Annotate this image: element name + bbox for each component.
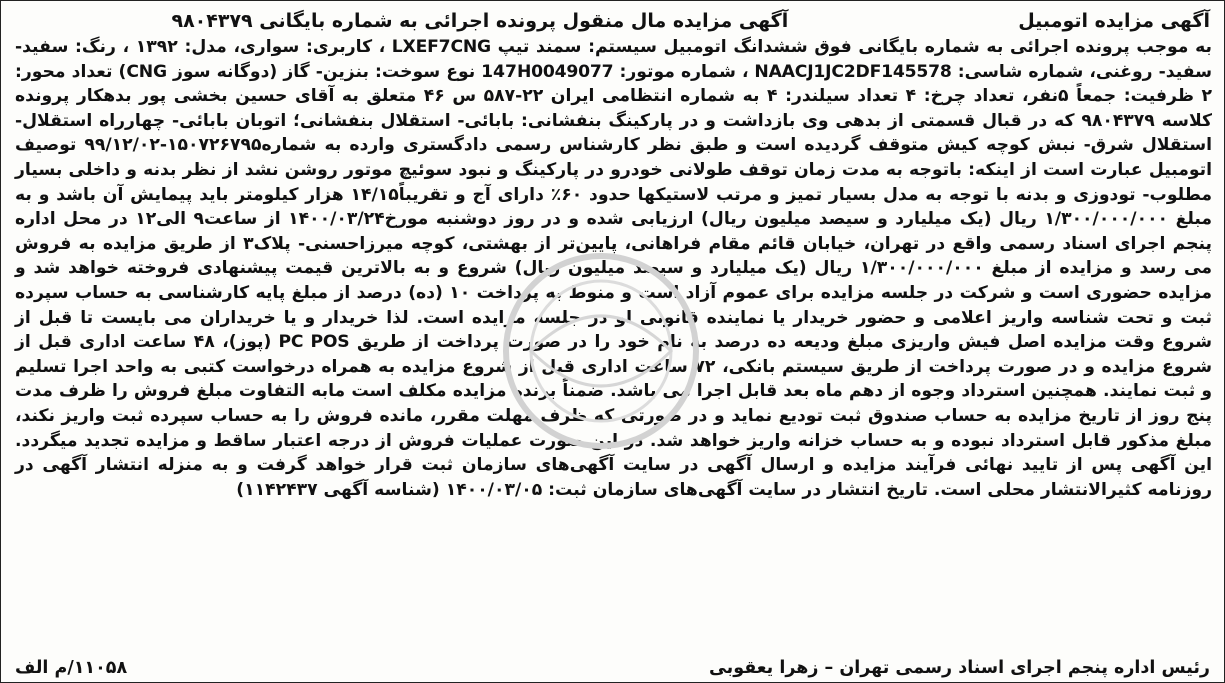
notice-body-paragraph: به موجب پرونده اجرائی به شماره بایگانی فوق ششدانگ اتومبیل سیستم: سمند تیپ LXEF7CNG ، کاربری: سواری، مدل: ۱۳۹۲ ، رنگ: سفید- سفید- روغنی، شماره شاسی: NAACJ1JC2DF145578 ، شماره موتور: 147H0049077 نوع سوخت: بنزین- گاز (دوگانه سوز CNG) تعداد محور: ۲ ظرفیت: جمعاً ۵نفر، تعداد چرخ: ۴ تعداد سیلندر: ۴ به شماره انتظامی ایران ۲۲-۵۸۷ س ۴۶ متعلق به آقای حسین بخشی پور بدهکار پرونده کلاسه ۹۸۰۴۳۷۹ که در قبال قسمتی از بدهی وی بازداشت و در پارکینگ بنفشانی: بابائی- استقلال بنفشانی؛ اتوبان بابائی- چهارراه استقلال- استقلال شرق- نبش کوچه کیش متوقف گردیده است و طبق نظر کارشناس رسمی دادگستری وارده به شماره۱۵۰۷۲۶۷۹۵-۹۹/۱۲/۰۲ توصیف اتومبیل عبارت است از اینکه: باتوجه به مدت زمان توقف طولانی خودرو در پارکینگ و نبود سوئیچ موتور روشن نشد از نظر بدنه و داخلی بسیار مطلوب- تودوزی و بدنه با توجه به مدل بسیار تمیز و مرتب لاستیکها حدود ۶۰٪ دارای آج و تقریباً۱۴/۱۵ هزار کیلومتر باید پیمایش آن باشد و به مبلغ ۱/۳۰۰/۰۰۰/۰۰۰ ریال (یک میلیارد و سیصد میلیون ریال) ارزیابی شده و در روز دوشنبه مورخ۱۴۰۰/۰۳/۲۴ از ساعت۹ الی۱۲ در محل اداره پنجم اجرای اسناد رسمی واقع در تهران، خیابان قائم مقام فراهانی، پایین‌تر از بهشتی، کوچه میرزاحسنی- پلاک۳ از طریق مزایده به فروش می رسد و مزایده از مبلغ ۱/۳۰۰/۰۰۰/۰۰۰ ریال (یک میلیارد و سیصد میلیون ریال) شروع و به بالاترین قیمت پیشنهادی فروخته خواهد شد و مزایده حضوری است و شرکت در جلسه مزایده برای عموم آزاد است و منوط به پرداخت ۱۰ (ده) درصد از مبلغ پایه کارشناسی به حساب سپرده ثبت و تحت شناسه واریز اعلامی و حضور خریدار یا نماینده قانونی او در جلسه مزایده است. لذا خریدار و یا خریداران می بایست تا قبل از شروع وقت مزایده اصل فیش واریزی مبلغ ودیعه ده درصد به نام خود را در صورت پرداخت از طریق PC POS (پوز)، ۴۸ ساعت اداری قبل از شروع مزایده و در صورت پرداخت از طریق سیستم بانکی، ۷۲ ساعت اداری قبل از شروع مزایده به همراه درخواست کتبی به واحد اجرا تسلیم و ثبت نمایند. همچنین استرداد وجوه از دهم ماه بعد قابل اجرا می باشد. ضمناً برنده مزایده مکلف است مابه التفاوت مبلغ فروش را ظرف مدت پنج روز از تاریخ مزایده به حساب صندوق ثبت تودیع نماید و در صورتی که ظرف مهلت مقرر، مانده فروش را به حساب سپرده ثبت واریز نکند، مبلغ مذکور قابل استرداد نبوده و به حساب خزانه واریز خواهد شد. در این صورت عملیات فروش از درجه اعتبار ساقط و مزایده تجدید میگردد. این آگهی پس از تایید نهائی فرآیند مزایده و ارسال آگهی در سایت آگهی‌های سازمان ثبت قرار خواهد گرفت و به منزله انتشار آگهی در روزنامه کثیرالانتشار محلی است. تاریخ انتشار در سایت آگهی‌های سازمان ثبت: ۱۴۰۰/۰۳/۰۵ (شناسه آگهی ۱۱۴۲۴۳۷)	[15, 37, 1213, 500]
notice-footer	[15, 658, 1210, 678]
notice-title-secondary: آگهی مزایده مال منقول پرونده اجرائی به شماره بایگانی ۹۸۰۴۳۷۹	[171, 10, 789, 32]
notice-title-main: آگهی مزایده اتومبیل	[1018, 10, 1210, 32]
notice-body	[1, 35, 1224, 502]
signature-line: رئیس اداره پنجم اجرای اسناد رسمی تهران – زهرا یعقوبی	[708, 658, 1210, 678]
notice-titles	[1, 1, 1224, 35]
reference-code: ۱۱۰۵۸/م الف	[15, 658, 128, 678]
